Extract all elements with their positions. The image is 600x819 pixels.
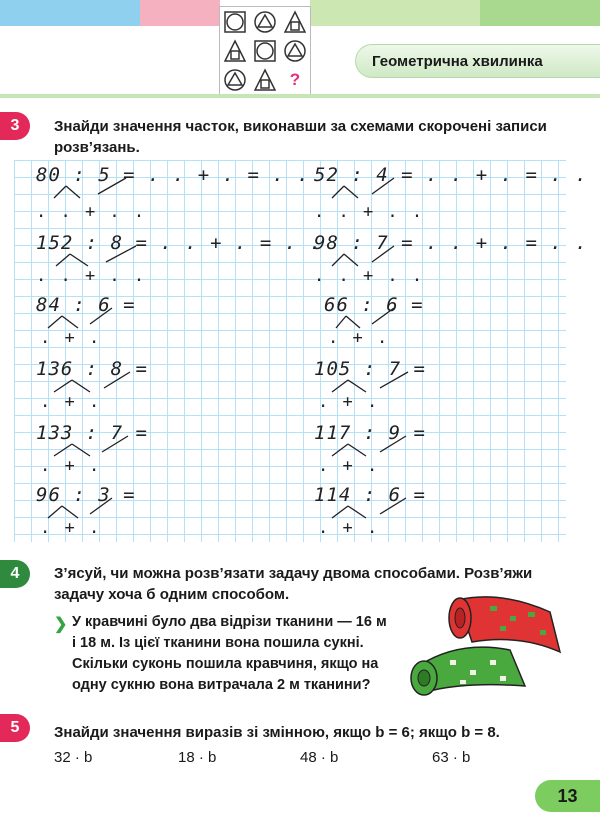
scheme-expression: 84 : 6 =: [36, 294, 136, 316]
expression: 63 · b: [432, 749, 471, 766]
scheme-decomposition: . . + . .: [36, 266, 147, 286]
triangle-in-circle-icon: [220, 66, 250, 95]
scheme-expression: 80 : 5 = . . + . = . .: [36, 164, 310, 186]
shape-puzzle: [219, 6, 311, 96]
section-banner: [355, 44, 600, 78]
puzzle-question-mark: ?: [289, 70, 301, 90]
scheme-decomposition: . + .: [40, 392, 102, 412]
scheme-expression: 114 : 6 =: [314, 484, 426, 506]
page-number: 13: [535, 780, 600, 812]
square-in-triangle-icon: [220, 36, 250, 65]
scheme-decomposition: . + .: [318, 456, 380, 476]
scheme-expression: 152 : 8 = . . + . = . .: [36, 232, 323, 254]
scheme-expression: 117 : 9 =: [314, 422, 426, 444]
expression: 48 · b: [300, 749, 339, 766]
circle-in-square-icon: [220, 7, 250, 36]
scheme-decomposition: . + .: [40, 328, 102, 348]
scheme-expression: 136 : 8 =: [36, 358, 148, 380]
task-instruction: Знайди значення виразів зі змінною, якщо b = 6; якщо b = 8.: [54, 724, 500, 741]
scheme-decomposition: . + .: [318, 518, 380, 538]
triangle-in-circle-icon: [250, 7, 280, 36]
scheme-expression: 133 : 7 =: [36, 422, 148, 444]
scheme-decomposition: . + .: [40, 518, 102, 538]
scheme-decomposition: . . + . .: [36, 202, 147, 222]
task-instruction: Знайди значення часток, виконавши за схемами скорочені записи розв’язань.: [54, 118, 547, 156]
task-number-badge: 5: [0, 714, 30, 742]
scheme-decomposition: . + .: [40, 456, 102, 476]
square-in-triangle-icon: [280, 7, 310, 36]
scheme-expression: 105 : 7 =: [314, 358, 426, 380]
scheme-decomposition: . . + . .: [314, 202, 425, 222]
expression: 32 · b: [54, 749, 93, 766]
graph-paper: [14, 160, 588, 542]
task-number-badge: 3: [0, 112, 30, 140]
task-instruction: З’ясуй, чи можна розв’язати задачу двома способами. Розв’яжи задачу хоча б одним способом.: [54, 565, 533, 603]
scheme-decomposition: . . + . .: [314, 266, 425, 286]
fabric-rolls-illustration: [400, 590, 570, 700]
scheme-expression: 66 : 6 =: [324, 294, 424, 316]
scheme-decomposition: . + .: [328, 328, 390, 348]
circle-in-square-icon: [250, 36, 280, 65]
square-in-triangle-icon: [250, 66, 280, 95]
divider: [0, 94, 600, 98]
section-title: Геометрична хвилинка: [372, 52, 543, 70]
task-number-badge: 4: [0, 560, 30, 588]
scheme-expression: 52 : 4 = . . + . = . .: [314, 164, 588, 186]
scheme-decomposition: . + .: [318, 392, 380, 412]
triangle-in-circle-icon: [280, 36, 310, 65]
expression: 18 · b: [178, 749, 217, 766]
chevron-right-icon: ❯: [54, 616, 68, 633]
scheme-expression: 98 : 7 = . . + . = . .: [314, 232, 588, 254]
word-problem: У кравчині було два відрізи тканини — 16 м і 18 м. Із цієї тканини вона пошила сукні. Скільки суконь пошила кравчиня, якщо на одну сукню вона витрачала 2 м тканини?: [72, 614, 387, 693]
scheme-expression: 96 : 3 =: [36, 484, 136, 506]
